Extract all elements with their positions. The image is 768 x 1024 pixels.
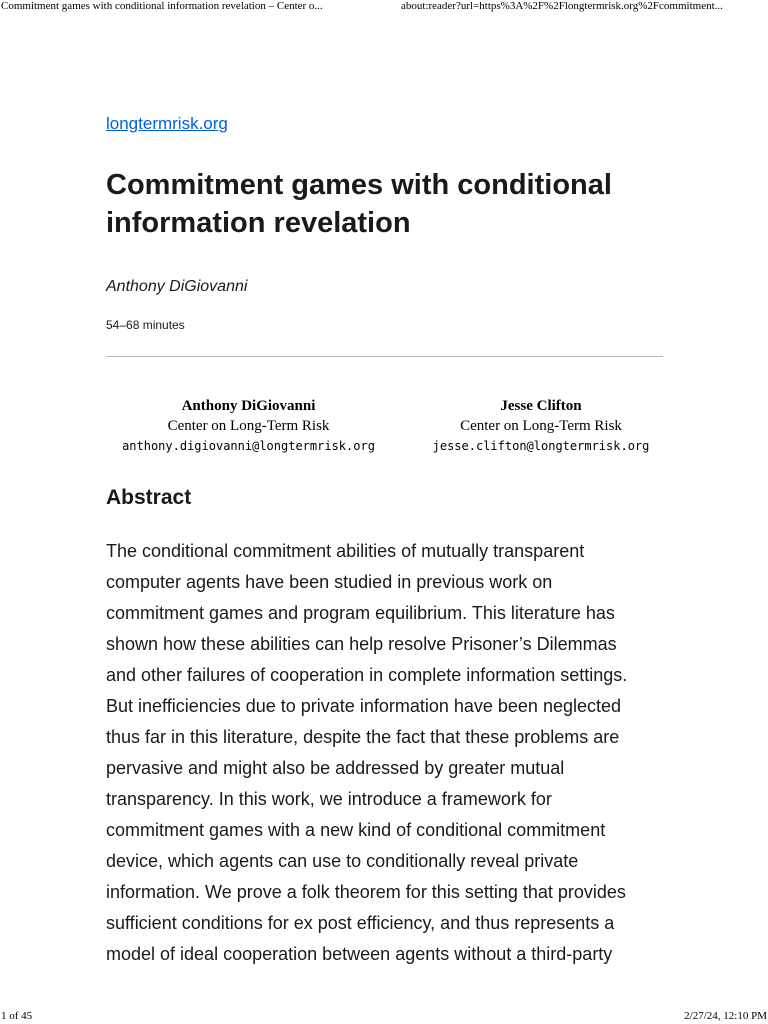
abstract-line: The conditional commitment abilities of mutually transparent <box>106 541 585 561</box>
abstract-line: But inefficiencies due to private information have been neglected <box>106 696 622 716</box>
author-email: jesse.clifton@longtermrisk.org <box>432 439 650 453</box>
print-footer <box>0 1010 768 1024</box>
author-affiliation: Center on Long-Term Risk <box>460 418 622 434</box>
author-name: Anthony DiGiovanni <box>181 398 316 414</box>
print-datetime: 2/27/24, 12:10 PM <box>684 1010 767 1022</box>
abstract-line: commitment games and program equilibrium. This literature has <box>106 603 615 623</box>
header-divider <box>106 356 663 357</box>
abstract-line: thus far in this literature, despite the fact that these problems are <box>106 727 620 747</box>
abstract-line: model of ideal cooperation between agents without a third-party <box>106 944 613 964</box>
abstract-text <box>106 536 663 970</box>
reading-time: 54–68 minutes <box>106 318 185 332</box>
author-card <box>106 396 391 456</box>
article-byline: Anthony DiGiovanni <box>106 278 248 295</box>
author-card <box>419 396 663 456</box>
abstract-line: sufficient conditions for ex post efficiency, and thus represents a <box>106 913 615 933</box>
print-header-url: about:reader?url=https%3A%2F%2Flongtermrisk.org%2Fcommitment... <box>401 0 723 12</box>
abstract-line: information. We prove a folk theorem for this setting that provides <box>106 882 626 902</box>
abstract-line: device, which agents can use to conditionally reveal private <box>106 851 579 871</box>
abstract-line: and other failures of cooperation in complete information settings. <box>106 665 628 685</box>
abstract-line: shown how these abilities can help resolve Prisoner’s Dilemmas <box>106 634 617 654</box>
article-title: Commitment games with conditional information revelation <box>106 169 612 239</box>
author-block <box>106 396 663 456</box>
abstract-line: transparency. In this work, we introduce a framework for <box>106 789 552 809</box>
author-affiliation: Center on Long-Term Risk <box>167 418 330 434</box>
page-counter: 1 of 45 <box>1 1010 33 1022</box>
abstract-line: pervasive and might also be addressed by greater mutual <box>106 758 565 778</box>
print-header <box>0 0 768 14</box>
abstract-line: commitment games with a new kind of conditional commitment <box>106 820 606 840</box>
abstract-line: computer agents have been studied in previous work on <box>106 572 553 592</box>
author-name: Jesse Clifton <box>500 398 582 414</box>
print-header-page-title: Commitment games with conditional information revelation – Center o... <box>1 0 323 12</box>
abstract-heading: Abstract <box>106 486 192 509</box>
source-domain-link[interactable]: longtermrisk.org <box>106 114 228 133</box>
author-email: anthony.digiovanni@longtermrisk.org <box>122 439 375 453</box>
